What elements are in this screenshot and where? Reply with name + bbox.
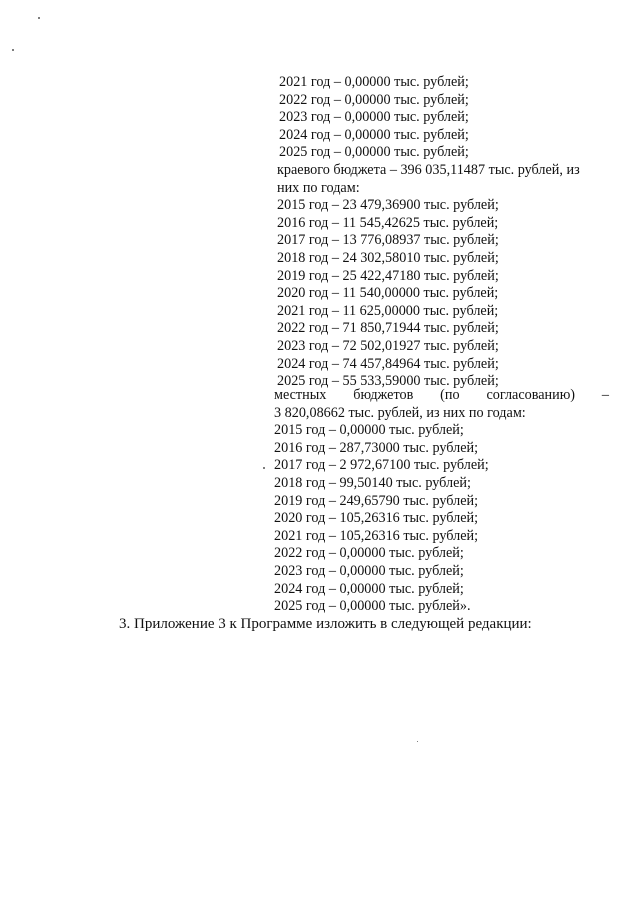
krai-year-line: 2025 год – 55 533,59000 тыс. рублей; bbox=[277, 373, 499, 390]
krai-budget-intro-cont: них по годам: bbox=[277, 179, 360, 196]
local-budgets-section bbox=[274, 387, 609, 616]
scan-speck bbox=[38, 17, 40, 19]
intro-word: бюджетов bbox=[353, 387, 414, 403]
federal-year-line: 2021 год – 0,00000 тыс. рублей; bbox=[279, 74, 469, 90]
federal-budget-years bbox=[279, 74, 469, 162]
krai-budget-intro: краевого бюджета – 396 035,11487 тыс. рублей, из bbox=[277, 162, 580, 178]
federal-year-line: 2024 год – 0,00000 тыс. рублей; bbox=[279, 126, 469, 143]
local-year-line: 2015 год – 0,00000 тыс. рублей; bbox=[274, 422, 464, 439]
intro-word: согласованию) bbox=[486, 387, 576, 403]
scan-speck bbox=[417, 741, 418, 742]
local-year-line: 2017 год – 2 972,67100 тыс. рублей; bbox=[274, 457, 489, 474]
local-budgets-total: 3 820,08662 тыс. рублей, из них по годам: bbox=[274, 404, 526, 421]
krai-year-line: 2021 год – 11 625,00000 тыс. рублей; bbox=[277, 302, 499, 319]
intro-word: местных bbox=[274, 387, 327, 403]
krai-year-line: 2020 год – 11 540,00000 тыс. рублей; bbox=[277, 285, 499, 302]
krai-budget-section bbox=[277, 162, 609, 391]
krai-year-line: 2024 год – 74 457,84964 тыс. рублей; bbox=[277, 355, 499, 372]
local-year-line: 2019 год – 249,65790 тыс. рублей; bbox=[274, 492, 479, 509]
local-year-line: 2024 год – 0,00000 тыс. рублей; bbox=[274, 580, 464, 597]
scan-speck bbox=[263, 467, 265, 469]
local-budgets-intro bbox=[274, 387, 609, 405]
local-year-line: 2023 год – 0,00000 тыс. рублей; bbox=[274, 562, 464, 579]
paragraph-item-3: 3. Приложение 3 к Программе изложить в следующей редакции: bbox=[119, 616, 532, 632]
scan-speck bbox=[12, 49, 14, 51]
intro-word: (по bbox=[440, 387, 460, 403]
federal-year-line: 2022 год – 0,00000 тыс. рублей; bbox=[279, 91, 469, 108]
local-year-line: 2025 год – 0,00000 тыс. рублей». bbox=[274, 598, 471, 615]
krai-year-line: 2017 год – 13 776,08937 тыс. рублей; bbox=[277, 232, 499, 249]
intro-word: – bbox=[601, 387, 609, 403]
federal-year-line: 2023 год – 0,00000 тыс. рублей; bbox=[279, 109, 469, 126]
krai-year-line: 2015 год – 23 479,36900 тыс. рублей; bbox=[277, 197, 499, 214]
local-year-line: 2021 год – 105,26316 тыс. рублей; bbox=[274, 527, 479, 544]
krai-year-line: 2016 год – 11 545,42625 тыс. рублей; bbox=[277, 214, 499, 231]
local-year-line: 2016 год – 287,73000 тыс. рублей; bbox=[274, 439, 479, 456]
krai-year-line: 2022 год – 71 850,71944 тыс. рублей; bbox=[277, 320, 499, 337]
local-year-line: 2020 год – 105,26316 тыс. рублей; bbox=[274, 510, 479, 527]
local-year-line: 2018 год – 99,50140 тыс. рублей; bbox=[274, 474, 471, 491]
krai-year-line: 2019 год – 25 422,47180 тыс. рублей; bbox=[277, 267, 499, 284]
federal-year-line: 2025 год – 0,00000 тыс. рублей; bbox=[279, 144, 469, 161]
krai-year-line: 2023 год – 72 502,01927 тыс. рублей; bbox=[277, 337, 499, 354]
local-year-line: 2022 год – 0,00000 тыс. рублей; bbox=[274, 545, 464, 562]
krai-year-line: 2018 год – 24 302,58010 тыс. рублей; bbox=[277, 249, 499, 266]
